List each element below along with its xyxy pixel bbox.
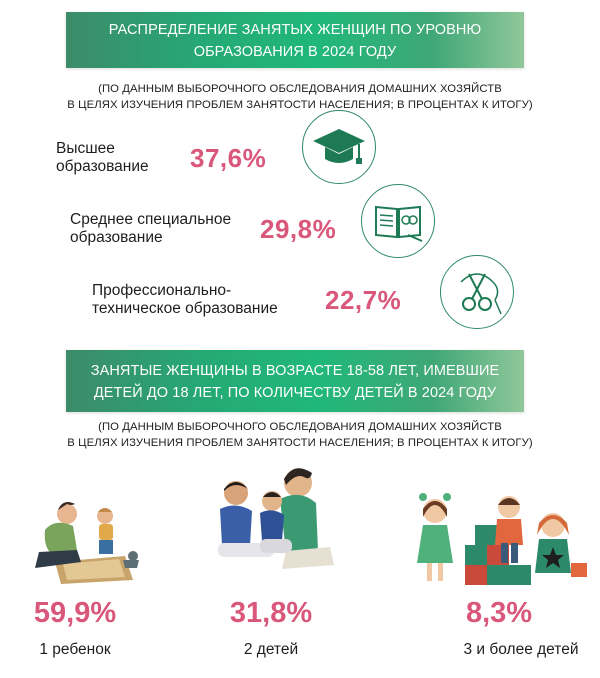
one-child-caption: 1 ребенок <box>39 641 111 658</box>
three-plus-children-value: 8,3% <box>465 597 533 629</box>
vocational-label: Профессионально- техническое образование <box>92 282 278 317</box>
three-plus-children-caption: 3 и более детей <box>463 641 579 658</box>
children-title-line-2: ДЕТЕЙ ДО 18 ЛЕТ, ПО КОЛИЧЕСТВУ ДЕТЕЙ В 2024 ГОДУ <box>93 385 497 401</box>
education-note <box>40 82 560 113</box>
children-note <box>40 420 560 451</box>
children-note-line-2: В ЦЕЛЯХ ИЗУЧЕНИЯ ПРОБЛЕМ ЗАНЯТОСТИ НАСЕЛЕНИЯ; В ПРОЦЕНТАХ К ИТОГУ) <box>67 436 533 449</box>
education-note-line-2: В ЦЕЛЯХ ИЗУЧЕНИЯ ПРОБЛЕМ ЗАНЯТОСТИ НАСЕЛЕНИЯ; В ПРОЦЕНТАХ К ИТОГУ) <box>67 98 533 111</box>
sewing-icon <box>440 255 514 329</box>
education-title-line-1: РАСПРЕДЕЛЕНИЕ ЗАНЯТЫХ ЖЕНЩИН ПО УРОВНЮ <box>108 22 482 38</box>
secondary-special-label: Среднее специальное образование <box>70 211 232 246</box>
mother-one-child-illustration <box>15 490 150 585</box>
vocational-value: 22,7% <box>325 285 402 315</box>
children-banner <box>66 350 524 412</box>
open-book-icon <box>361 184 435 258</box>
higher-education-value: 37,6% <box>190 143 267 173</box>
two-children-caption: 2 детей <box>243 641 299 658</box>
secondary-special-value: 29,8% <box>260 214 337 244</box>
graduation-cap-icon <box>302 110 376 184</box>
children-title-line-1: ЗАНЯТЫЕ ЖЕНЩИНЫ В ВОЗРАСТЕ 18-58 ЛЕТ, ИМЕВШИЕ <box>90 363 500 379</box>
one-child-value: 59,9% <box>33 597 117 629</box>
three-children-illustration <box>405 485 590 590</box>
education-banner <box>66 12 524 68</box>
children-note-line-1: (ПО ДАННЫМ ВЫБОРОЧНОГО ОБСЛЕДОВАНИЯ ДОМАШНИХ ХОЗЯЙСТВ <box>98 421 502 433</box>
mother-two-children-illustration <box>200 455 340 575</box>
two-children-value: 31,8% <box>229 597 313 629</box>
higher-education-label: Высшее образование <box>56 140 149 175</box>
education-title-line-2: ОБРАЗОВАНИЯ В 2024 ГОДУ <box>193 44 397 60</box>
education-note-line-1: (ПО ДАННЫМ ВЫБОРОЧНОГО ОБСЛЕДОВАНИЯ ДОМАШНИХ ХОЗЯЙСТВ <box>98 83 502 95</box>
